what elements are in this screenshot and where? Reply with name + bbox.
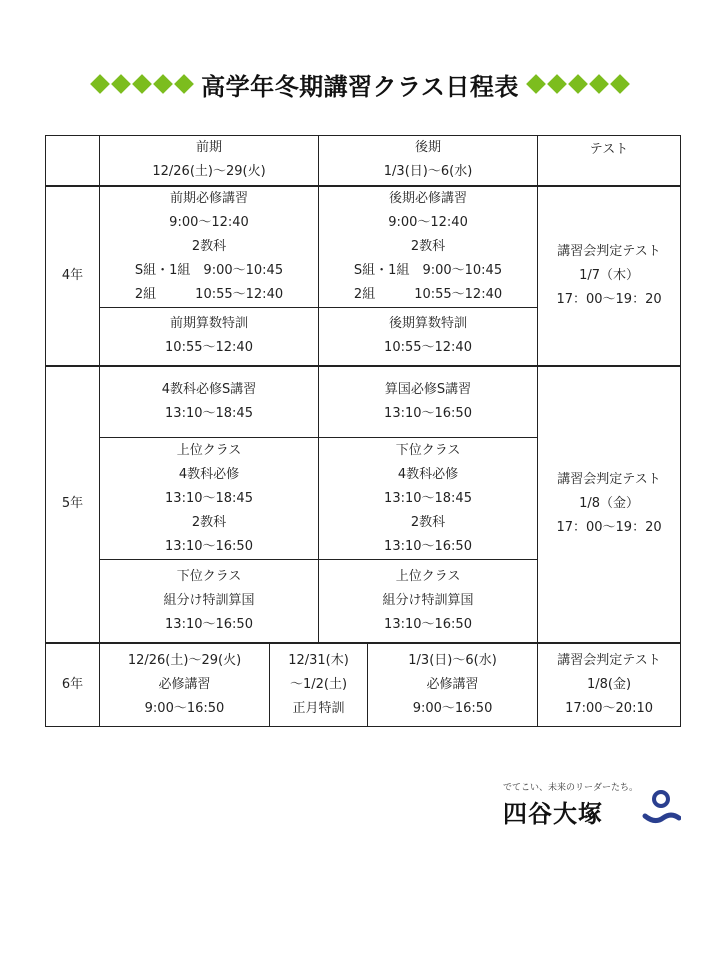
grade5-r2-first-cell [100, 438, 319, 560]
grade5-r2-second-cell [319, 438, 538, 560]
grade4-test-line: 1/7（木） [579, 267, 639, 283]
grade5-r3-first-line: 下位クラス [176, 568, 242, 584]
header-corner-cell [46, 136, 100, 186]
grade5-r2-second-line: 13:10～16:50 [384, 538, 472, 554]
grade4-second-main-line: 2教科 [410, 238, 446, 254]
grade4-second-extra-line: 後期算数特訓 [389, 316, 468, 332]
grade4-row-main [46, 186, 681, 308]
grade5-r2-second-line: 4教科必修 [397, 466, 459, 482]
grade5-r1-first-cell [100, 366, 319, 438]
grade6-label: 6年 [46, 643, 100, 727]
grade6-test-line: 17:00～20:10 [565, 700, 653, 716]
grade4-test-cell [538, 186, 681, 366]
grade6-second-line: 1/3(日)～6(水) [408, 652, 497, 668]
grade4-label: 4年 [46, 186, 100, 366]
grade5-r2-first-line: 2教科 [191, 514, 227, 530]
grade5-r3-second-cell [319, 560, 538, 643]
header-row [46, 136, 681, 186]
grade5-r1-second-cell [319, 366, 538, 438]
grade4-first-main-line: 2教科 [191, 238, 227, 254]
grade5-r2-second-line: 2教科 [410, 514, 446, 530]
schedule-table [45, 135, 681, 727]
diamond-icon [153, 74, 173, 94]
grade4-second-main-line: 後期必修講習 [389, 190, 468, 206]
grade6-first-line: 必修講習 [158, 676, 211, 692]
grade6-middle-line: ～1/2(土) [289, 676, 348, 692]
diamond-icon [90, 74, 110, 94]
diamond-icon [526, 74, 546, 94]
grade4-second-main-line: 9:00～12:40 [388, 214, 468, 230]
title-row [0, 64, 720, 104]
grade4-first-extra-line: 前期算数特訓 [170, 316, 249, 332]
header-second-term-dates: 1/3(日)～6(水) [383, 164, 473, 180]
grade5-r1-second-line: 13:10～16:50 [384, 405, 472, 421]
grade4-first-main-line: 2組 10:55～12:40 [134, 286, 284, 302]
grade6-middle-line: 12/31(木) [288, 652, 349, 668]
header-test-label: テスト [589, 142, 629, 157]
logo-name: 四谷大塚 [503, 800, 603, 828]
diamond-decoration-right [527, 77, 629, 91]
grade4-first-main-line: S組・1組 9:00～10:45 [134, 262, 284, 278]
grade5-label: 5年 [46, 366, 100, 643]
grade5-r2-first-line: 上位クラス [176, 442, 242, 458]
grade6-test-cell [538, 643, 681, 727]
grade5-r2-first-line: 4教科必修 [178, 466, 240, 482]
grade5-test-line: 1/8（金） [579, 496, 639, 511]
grade4-first-extra-cell [100, 308, 319, 366]
grade5-r1-first-line: 4教科必修S講習 [161, 381, 257, 397]
grade4-second-main-cell [319, 186, 538, 308]
grade4-second-main-line: S組・1組 9:00～10:45 [353, 262, 503, 278]
grade5-test-line: 講習会判定テスト [557, 472, 661, 487]
grade6-first-line: 9:00～16:50 [144, 700, 225, 716]
grade5-r1-second-line: 算国必修S講習 [384, 381, 472, 397]
grade5-r3-second-line: 13:10～16:50 [384, 616, 472, 632]
grade6-second-cell [368, 643, 538, 727]
grade4-second-main-line: 2組 10:55～12:40 [353, 286, 503, 302]
grade5-r3-second-line: 上位クラス [395, 568, 461, 584]
grade4-test-line: 講習会判定テスト [557, 243, 661, 259]
grade4-first-main-line: 9:00～12:40 [169, 214, 249, 230]
grade5-r2-second-line: 13:10～18:45 [384, 490, 472, 506]
header-second-term-cell [319, 136, 538, 186]
header-second-term-label: 後期 [415, 140, 442, 156]
diamond-icon [589, 74, 609, 94]
diamond-icon [568, 74, 588, 94]
grade4-first-main-line: 前期必修講習 [170, 190, 249, 206]
grade6-second-line: 必修講習 [426, 676, 479, 692]
grade6-second-line: 9:00～16:50 [412, 700, 493, 716]
logo-tagline: でてこい、未来のリーダーたち。 [503, 783, 639, 793]
header-test-cell [538, 136, 681, 186]
grade6-first-line: 12/26(土)～29(火) [127, 652, 242, 668]
grade5-r3-first-line: 組分け特訓算国 [163, 592, 255, 608]
header-first-term-dates: 12/26(土)～29(火) [152, 164, 266, 180]
header-first-term-cell [100, 136, 319, 186]
diamond-icon [132, 74, 152, 94]
grade4-second-extra-cell [319, 308, 538, 366]
diamond-icon [610, 74, 630, 94]
header-first-term-label: 前期 [196, 140, 223, 156]
grade5-row-1 [46, 366, 681, 438]
grade6-first-cell [100, 643, 270, 727]
grade5-r3-first-line: 13:10～16:50 [165, 616, 253, 632]
grade4-second-extra-line: 10:55～12:40 [384, 340, 472, 356]
diamond-decoration-left [91, 77, 193, 91]
grade6-test-line: 1/8(金) [586, 676, 632, 692]
grade5-test-cell [538, 366, 681, 643]
grade5-r3-first-cell [100, 560, 319, 643]
grade5-r3-second-line: 組分け特訓算国 [382, 592, 474, 608]
grade5-r2-first-line: 13:10～16:50 [165, 538, 253, 554]
diamond-icon [547, 74, 567, 94]
grade6-middle-line: 正月特訓 [292, 700, 345, 716]
grade5-r2-second-line: 下位クラス [395, 442, 461, 458]
diamond-icon [174, 74, 194, 94]
grade4-first-main-cell [100, 186, 319, 308]
page-title: 高学年冬期講習クラス日程表 [201, 72, 519, 101]
grade4-first-extra-line: 10:55～12:40 [165, 340, 253, 356]
logo-mark-icon [641, 788, 681, 828]
grade5-r1-first-line: 13:10～18:45 [165, 405, 253, 421]
grade6-middle-cell [270, 643, 368, 727]
grade6-test-line: 講習会判定テスト [557, 652, 661, 668]
brand-logo [503, 780, 683, 830]
grade6-row [46, 643, 681, 727]
grade4-test-line: 17：00～19：20 [556, 291, 662, 307]
diamond-icon [111, 74, 131, 94]
grade5-test-line: 17：00～19：20 [556, 520, 662, 535]
grade5-r2-first-line: 13:10～18:45 [165, 490, 253, 506]
